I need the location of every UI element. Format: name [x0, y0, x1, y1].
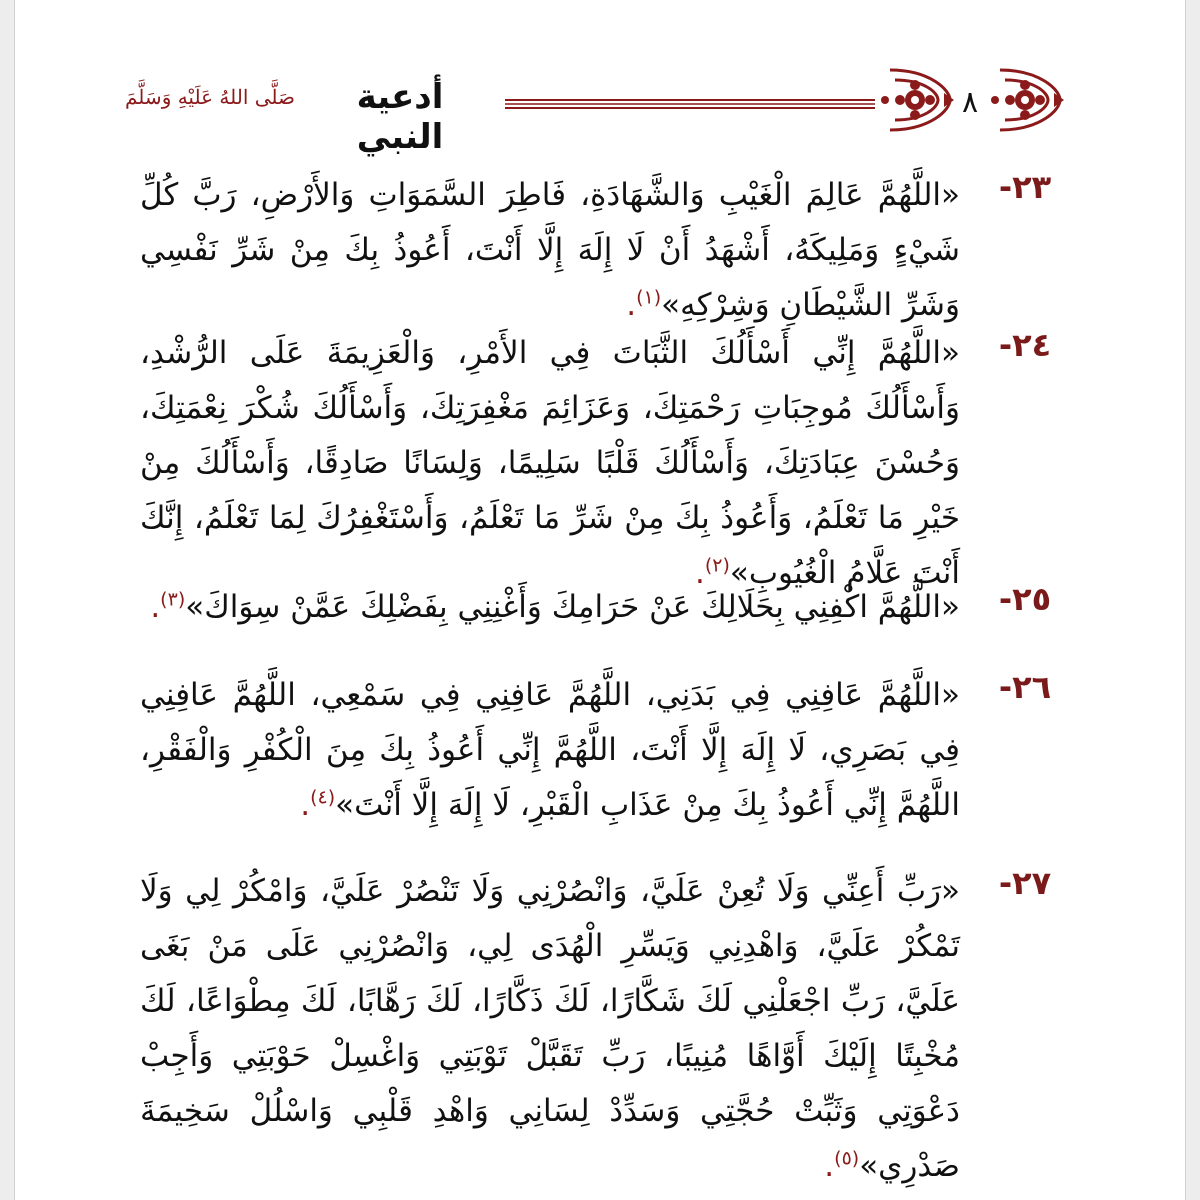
entry-number: ٢٧-: [998, 864, 1052, 902]
blessing-phrase: صَلَّى اللهُ عَلَيْهِ وَسَلَّمَ: [125, 85, 295, 109]
footnote-marker[interactable]: (٣): [160, 588, 186, 611]
entry-number: ٢٣-: [998, 168, 1052, 206]
footnote-marker[interactable]: (٥): [834, 1147, 860, 1170]
footnote-marker[interactable]: (٢): [704, 554, 730, 577]
dua-body: «اللَّهُمَّ اكْفِنِي بِحَلَالِكَ عَنْ حَرَامِكَ وَأَغْنِنِي بِفَضْلِكَ عَمَّنْ سِوَاكَ»: [185, 589, 960, 625]
entry-number: ٢٦-: [998, 668, 1052, 706]
dua-body: «اللَّهُمَّ عَافِنِي فِي بَدَنِي، اللَّهُمَّ عَافِنِي فِي سَمْعِي، اللَّهُمَّ عَافِنِي فِي بَصَرِي، لَا إِلَهَ إِلَّا أَنْتَ، اللَّهُمَّ إِنِّي أَعُوذُ بِكَ مِنَ الْكُفْرِ وَالْفَقْرِ، اللَّهُمَّ إِنِّي أَعُوذُ بِكَ مِنْ عَذَابِ الْقَبْرِ، لَا إِلَهَ إِلَّا أَنْتَ»: [140, 677, 960, 823]
dua-text: «اللَّهُمَّ عَافِنِي فِي بَدَنِي، اللَّهُمَّ عَافِنِي فِي سَمْعِي، اللَّهُمَّ عَافِنِي فِي بَصَرِي، لَا إِلَهَ إِلَّا أَنْتَ، اللَّهُمَّ إِنِّي أَعُوذُ بِكَ مِنَ الْكُفْرِ وَالْفَقْرِ، اللَّهُمَّ إِنِّي أَعُوذُ بِكَ مِنْ عَذَابِ الْقَبْرِ، لَا إِلَهَ إِلَّا أَنْتَ»$^{(٤)}$.: [140, 677, 960, 823]
entry-number: ٢٥-: [998, 580, 1052, 618]
page-edge-left: [0, 0, 15, 1200]
page-edge-right: [1185, 0, 1200, 1200]
book-title: أدعية النبي: [356, 77, 444, 157]
entry-number: ٢٤-: [998, 326, 1052, 364]
floral-ornament-icon: [870, 55, 960, 145]
dua-text: «رَبِّ أَعِنِّي وَلَا تُعِنْ عَلَيَّ، وَانْصُرْنِي وَلَا تَنْصُرْ عَلَيَّ، وَامْكُرْ لِي وَلَا تَمْكُرْ عَلَيَّ، وَاهْدِنِي وَيَسِّرِ الْهُدَى لِي، وَانْصُرْنِي عَلَى مَنْ بَغَى عَلَيَّ، رَبِّ اجْعَلْنِي لَكَ شَكَّارًا، لَكَ ذَكَّارًا، لَكَ رَهَّابًا، لَكَ مِطْوَاعًا، لَكَ مُخْبِتًا إِلَيْكَ أَوَّاهًا مُنِيبًا، رَبِّ تَقَبَّلْ تَوْبَتِي وَاغْسِلْ حَوْبَتِي وَأَجِبْ دَعْوَتِي وَثَبِّتْ حُجَّتِي وَسَدِّدْ لِسَانِي وَاهْدِ قَلْبِي وَاسْلُلْ سَخِيمَةَ صَدْرِي»$^{(٥)}$.: [140, 873, 960, 1184]
footnote-marker[interactable]: (١): [636, 286, 662, 309]
floral-ornament-icon: [980, 55, 1070, 145]
dua-body: «رَبِّ أَعِنِّي وَلَا تُعِنْ عَلَيَّ، وَانْصُرْنِي وَلَا تَنْصُرْ عَلَيَّ، وَامْكُرْ لِي وَلَا تَمْكُرْ عَلَيَّ، وَاهْدِنِي وَيَسِّرِ الْهُدَى لِي، وَانْصُرْنِي عَلَى مَنْ بَغَى عَلَيَّ، رَبِّ اجْعَلْنِي لَكَ شَكَّارًا، لَكَ ذَكَّارًا، لَكَ رَهَّابًا، لَكَ مِطْوَاعًا، لَكَ مُخْبِتًا إِلَيْكَ أَوَّاهًا مُنِيبًا، رَبِّ تَقَبَّلْ تَوْبَتِي وَاغْسِلْ حَوْبَتِي وَأَجِبْ دَعْوَتِي وَثَبِّتْ حُجَّتِي وَسَدِّدْ لِسَانِي وَاهْدِ قَلْبِي وَاسْلُلْ سَخِيمَةَ صَدْرِي»: [140, 873, 960, 1184]
dua-text: «اللَّهُمَّ إِنِّي أَسْأَلُكَ الثَّبَاتَ فِي الأَمْرِ، وَالْعَزِيمَةَ عَلَى الرُّشْدِ، وَأَسْأَلُكَ مُوجِبَاتِ رَحْمَتِكَ، وَعَزَائِمَ مَغْفِرَتِكَ، وَأَسْأَلُكَ شُكْرَ نِعْمَتِكَ، وَحُسْنَ عِبَادَتِكَ، وَأَسْأَلُكَ قَلْبًا سَلِيمًا، وَلِسَانًا صَادِقًا، وَأَسْأَلُكَ مِنْ خَيْرِ مَا تَعْلَمُ، وَأَعُوذُ بِكَ مِنْ شَرِّ مَا تَعْلَمُ، وَأَسْتَغْفِرُكَ لِمَا تَعْلَمُ، إِنَّكَ أَنْتَ عَلَّامُ الْغُيُوبِ»$^{(٢)}$.: [140, 335, 960, 591]
dua-body: «اللَّهُمَّ عَالِمَ الْغَيْبِ وَالشَّهَادَةِ، فَاطِرَ السَّمَوَاتِ وَالأَرْضِ، رَبَّ كُلِّ شَيْءٍ وَمَلِيكَهُ، أَشْهَدُ أَنْ لَا إِلَهَ إِلَّا أَنْتَ، أَعُوذُ بِكَ مِنْ شَرِّ نَفْسِي وَشَرِّ الشَّيْطَانِ وَشِرْكِهِ»: [140, 177, 960, 323]
dua-body: «اللَّهُمَّ إِنِّي أَسْأَلُكَ الثَّبَاتَ فِي الأَمْرِ، وَالْعَزِيمَةَ عَلَى الرُّشْدِ، وَأَسْأَلُكَ مُوجِبَاتِ رَحْمَتِكَ، وَعَزَائِمَ مَغْفِرَتِكَ، وَأَسْأَلُكَ شُكْرَ نِعْمَتِكَ، وَحُسْنَ عِبَادَتِكَ، وَأَسْأَلُكَ قَلْبًا سَلِيمًا، وَلِسَانًا صَادِقًا، وَأَسْأَلُكَ مِنْ خَيْرِ مَا تَعْلَمُ، وَأَعُوذُ بِكَ مِنْ شَرِّ مَا تَعْلَمُ، وَأَسْتَغْفِرُكَ لِمَا تَعْلَمُ، إِنَّكَ أَنْتَ عَلَّامُ الْغُيُوبِ»: [140, 335, 960, 591]
dua-text: «اللَّهُمَّ اكْفِنِي بِحَلَالِكَ عَنْ حَرَامِكَ وَأَغْنِنِي بِفَضْلِكَ عَمَّنْ سِوَاكَ»$^{(٣)}$.: [150, 588, 960, 625]
dua-text: «اللَّهُمَّ عَالِمَ الْغَيْبِ وَالشَّهَادَةِ، فَاطِرَ السَّمَوَاتِ وَالأَرْضِ، رَبَّ كُلِّ شَيْءٍ وَمَلِيكَهُ، أَشْهَدُ أَنْ لَا إِلَهَ إِلَّا أَنْتَ، أَعُوذُ بِكَ مِنْ شَرِّ نَفْسِي وَشَرِّ الشَّيْطَانِ وَشِرْكِهِ»$^{(١)}$.: [140, 177, 960, 323]
page-header: [120, 55, 1060, 155]
page-number: ٨: [961, 85, 979, 120]
footnote-marker[interactable]: (٤): [310, 786, 336, 809]
header-rule: [505, 97, 875, 111]
